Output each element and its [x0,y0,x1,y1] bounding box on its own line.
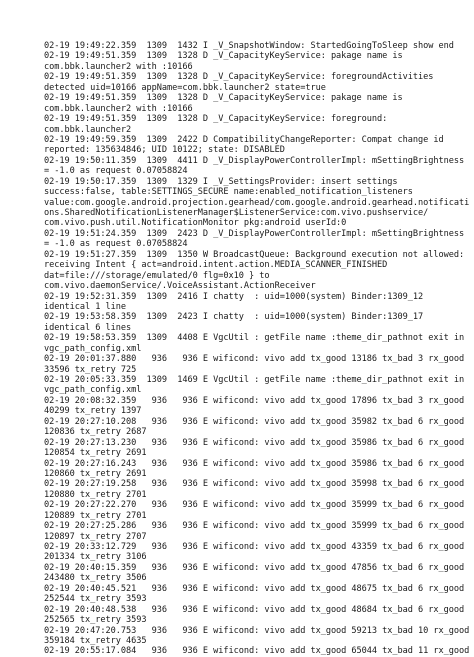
log-line: 359184 tx_retry 4635 [44,635,147,646]
log-line: 120854 tx_retry 2691 [44,448,147,459]
log-line: success:false, table:SETTINGS_SECURE name:enabled_notification_listeners [44,187,413,198]
log-line: dat=file:///storage/emulated/0 flg=0x10 } to [44,270,270,281]
log-line: 02-19 20:27:25.286 936 936 E wificond: vivo add tx_good 35999 tx_bad 6 rx_good [44,521,465,532]
log-line: 02-19 19:49:51.359 1309 1328 D _V_CapacityKeyService: pakage name is [44,93,403,104]
log-line: com.bbk.launcher2 with :10166 [44,103,193,114]
log-line: 02-19 19:50:11.359 1309 4411 D _V_DisplayPowerControllerImpl: mSettingBrightness [44,155,465,166]
log-line: 02-19 20:33:12.729 936 936 E wificond: vivo add tx_good 43359 tx_bad 6 rx_good [44,542,465,552]
log-line: vgc_path_config.xml [44,385,142,396]
log-line: 02-19 19:53:58.359 1309 2423 I chatty : uid=1000(system) Binder:1309_17 [44,312,424,323]
log-line: 02-19 19:49:51.359 1309 1328 D _V_CapacityKeyService: foreground: [44,114,388,125]
log-line: 33596 tx_retry 725 [44,364,137,375]
log-line: detected uid=10166 appName=com.bbk.launcher2 state=true [44,82,326,93]
log-line: 02-19 19:51:24.359 1309 2423 D _V_DisplayPowerControllerImpl: mSettingBrightness [44,228,465,239]
log-line: com.bbk.launcher2 [44,124,132,135]
log-line: = -1.0 as request 0.07058824 [44,239,188,250]
log-line: 201334 tx_retry 3106 [44,552,147,563]
log-line: 02-19 20:01:37.880 936 936 E wificond: vivo add tx_good 13186 tx_bad 3 rx_good [44,354,465,365]
log-line: com.bbk.launcher2 with :10166 [44,61,193,72]
log-text-document [44,41,470,657]
log-line: ons.SharedNotificationListenerManager$ListenerService:com.vivo.pushservice/ [44,208,429,218]
log-line: 252544 tx_retry 3593 [44,594,147,605]
log-line: 02-19 20:27:19.258 936 936 E wificond: vivo add tx_good 35998 tx_bad 6 rx_good [44,479,465,490]
log-line: 243480 tx_retry 3506 [44,573,147,584]
log-line: 02-19 19:51:27.359 1309 1350 W BroadcastQueue: Background execution not allowed: [44,249,465,260]
log-line: 120860 tx_retry 2691 [44,468,147,479]
log-line: vgc_path_config.xml [44,343,142,354]
log-line: 02-19 19:52:31.359 1309 2416 I chatty : uid=1000(system) Binder:1309_12 [44,291,424,302]
log-line: 120836 tx_retry 2687 [44,427,147,438]
log-line: com.vivo.daemonService/.VoiceAssistant.ActionReceiver [44,281,316,292]
log-line: 40299 tx_retry 1397 [44,406,142,417]
log-line: 02-19 20:40:48.538 936 936 E wificond: vivo add tx_good 48684 tx_bad 6 rx_good [44,604,465,615]
log-line: 120897 tx_retry 2707 [44,531,147,542]
log-line: 120880 tx_retry 2701 [44,489,147,500]
log-line: 02-19 20:27:22.270 936 936 E wificond: vivo add tx_good 35999 tx_bad 6 rx_good [44,500,465,511]
log-line: 02-19 20:05:33.359 1309 1469 E VgcUtil : getFile name :theme_dir_pathnot exit in [44,375,465,385]
log-line: 02-19 19:49:51.359 1309 1328 D _V_CapacityKeyService: pakage name is [44,51,403,62]
log-line: receiving Intent { act=android.intent.action.MEDIA_SCANNER_FINISHED [44,260,388,271]
log-line: 02-19 20:08:32.359 936 936 E wificond: vivo add tx_good 17896 tx_bad 3 rx_good [44,395,465,406]
log-line: 02-19 20:27:16.243 936 936 E wificond: vivo add tx_good 35986 tx_bad 6 rx_good [44,458,465,469]
log-line: com.vivo.push.util.NotificationMonitor pkg:android userId:0 [44,218,347,229]
log-line: 02-19 20:27:13.230 936 936 E wificond: vivo add tx_good 35986 tx_bad 6 rx_good [44,437,465,448]
log-line: 02-19 19:50:17.359 1309 1329 I _V_SettingsProvider: insert settings [44,176,398,187]
log-line: 02-19 20:27:10.208 936 936 E wificond: vivo add tx_good 35982 tx_bad 6 rx_good [44,416,465,427]
log-line: 02-19 20:47:20.753 936 936 E wificond: vivo add tx_good 59213 tx_bad 10 rx_good [44,625,470,636]
log-line: = -1.0 as request 0.07058824 [44,166,188,177]
log-line: identical 1 line [44,301,126,312]
log-line: value:com.google.android.projection.gearhead/com.google.android.gearhead.notificati [44,197,470,208]
log-line: 02-19 20:40:45.521 936 936 E wificond: vivo add tx_good 48675 tx_bad 6 rx_good [44,583,465,594]
log-line: 02-19 20:40:15.359 936 936 E wificond: vivo add tx_good 47856 tx_bad 6 rx_good [44,562,465,573]
log-line: identical 6 lines [44,322,132,333]
log-line: 02-19 19:49:22.359 1309 1432 I _V_SnapshotWindow: StartedGoingToSleep show end [44,41,454,51]
log-line: 02-19 19:58:53.359 1309 4408 E VgcUtil : getFile name :theme_dir_pathnot exit in [44,333,465,344]
log-line: 02-19 20:55:17.084 936 936 E wificond: vivo add tx_good 65044 tx_bad 11 rx_good [44,646,470,657]
log-line: reported: 135634846; UID 10122; state: DISABLED [44,145,285,156]
log-line: 02-19 19:49:51.359 1309 1328 D _V_CapacityKeyService: foregroundActivities [44,72,434,83]
log-line: 252565 tx_retry 3593 [44,615,147,626]
log-line: 120889 tx_retry 2701 [44,510,147,521]
log-line: 02-19 19:49:59.359 1309 2422 D CompatibilityChangeReporter: Compat change id [44,134,444,145]
